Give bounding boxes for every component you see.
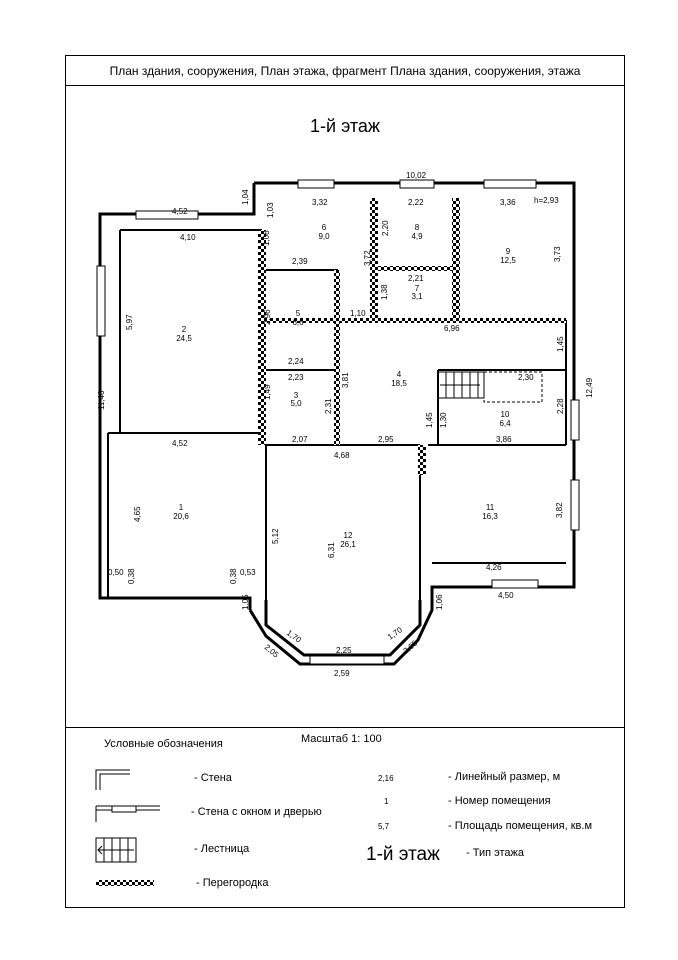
dim-label: 0,53	[240, 568, 256, 577]
dim-label: 3,73	[553, 246, 562, 262]
dim-label: 2,05	[262, 642, 281, 660]
room-number: 8	[414, 223, 420, 232]
legend-title: Условные обозначения	[104, 738, 223, 750]
dim-label: 1,30	[439, 412, 448, 428]
room-area: 5,0	[290, 399, 302, 408]
dim-label: 2,20	[381, 220, 390, 236]
room-number: 11	[485, 503, 495, 512]
room-area: 3,1	[411, 292, 423, 301]
room-number: 12	[343, 531, 353, 540]
dim-label: 2,96	[263, 309, 272, 325]
height-note: h=2,93	[534, 196, 559, 205]
dim-label: 2,28	[556, 398, 565, 414]
dim-label: 1,45	[556, 336, 565, 352]
dim-label: 3,36	[500, 198, 516, 207]
partition-1	[258, 230, 266, 445]
legend-num-sample: 1	[384, 797, 389, 806]
room-area: 6,6	[292, 318, 304, 327]
legend-wall-label: - Стена	[194, 772, 232, 784]
room-number: 1	[178, 503, 184, 512]
dim-label: 4,26	[486, 563, 502, 572]
window-1	[298, 180, 334, 188]
dim-label: 1,04	[241, 189, 250, 205]
dim-label: 3,32	[312, 198, 328, 207]
legend-stairs-symbol	[96, 838, 136, 862]
dim-label: 3,82	[555, 502, 564, 518]
partition-3	[452, 198, 460, 320]
window-8	[492, 580, 538, 588]
window-3	[484, 180, 536, 188]
legend-stairs-label: - Лестница	[194, 843, 250, 855]
legend-floor-label: - Тип этажа	[466, 847, 524, 859]
room-number: 2	[181, 325, 187, 334]
dim-label: 1,70	[385, 625, 404, 642]
dim-label: 1,03	[266, 202, 275, 218]
dim-label: 2,95	[378, 435, 394, 444]
dim-label: 2,25	[336, 646, 352, 655]
room-number: 10	[500, 410, 510, 419]
dim-label: 3,72	[363, 250, 372, 266]
window-2	[400, 180, 434, 188]
dimension-labels	[97, 171, 594, 678]
legend-dim-label: - Линейный размер, м	[448, 771, 561, 783]
dim-label: 4,52	[172, 439, 188, 448]
window-6	[571, 400, 579, 440]
dim-label: 3,81	[341, 372, 350, 388]
dim-label: 5,97	[125, 314, 134, 330]
dim-label: 4,65	[133, 506, 142, 522]
dim-label: 11,46	[97, 390, 106, 410]
dim-label: 6,31	[327, 542, 336, 558]
dim-label: 4,52	[172, 207, 188, 216]
dim-label: 1,49	[263, 384, 272, 400]
window-4	[136, 211, 198, 219]
dim-label: 5,12	[271, 528, 280, 544]
legend-wall-window-symbol	[96, 806, 160, 822]
dim-label: 1,08	[262, 230, 271, 246]
dim-label: 2,31	[324, 398, 333, 414]
dim-label: 2,05	[401, 638, 420, 656]
room-area: 18,5	[391, 379, 407, 388]
dim-label: 1,05	[241, 594, 250, 610]
dim-label: 2,30	[518, 373, 534, 382]
window-7	[571, 480, 579, 530]
legend-num-label: - Номер помещения	[448, 795, 551, 807]
legend-partition-symbol	[96, 880, 154, 886]
dim-label: 1,06	[435, 594, 444, 610]
dim-label: 0,38	[127, 568, 136, 584]
legend-symbols	[96, 770, 160, 886]
room-area: 24,5	[176, 334, 192, 343]
dim-label: 2,39	[292, 257, 308, 266]
room-area: 6,4	[499, 419, 511, 428]
document-title: План здания, сооружения, План этажа, фрагмент Плана здания, сооружения, этажа	[66, 56, 624, 86]
legend-partition-label: - Перегородка	[196, 877, 269, 889]
dim-label: 4,10	[180, 233, 196, 242]
dim-label: 2,24	[288, 357, 304, 366]
dim-label: 1,70	[284, 628, 303, 645]
room-number: 3	[293, 391, 299, 400]
room-area: 16,3	[482, 512, 498, 521]
dim-label: 0,50	[108, 568, 124, 577]
room-number: 5	[295, 309, 301, 318]
room-area: 26,1	[340, 540, 356, 549]
room-area: 9,0	[318, 232, 330, 241]
dim-label: 12,49	[585, 377, 594, 398]
dim-label: 4,50	[498, 591, 514, 600]
legend-area-sample: 5,7	[378, 822, 390, 831]
room-area: 4,9	[411, 232, 423, 241]
room-number: 6	[321, 223, 327, 232]
dim-label: 1,45	[425, 412, 434, 428]
window-5	[97, 266, 105, 336]
partition-4	[378, 266, 452, 271]
partition-5	[262, 318, 566, 323]
dim-label: 1,38	[380, 284, 389, 300]
window-9	[310, 656, 384, 664]
room-area: 20,6	[173, 512, 189, 521]
legend-wall-symbol	[96, 770, 130, 790]
dim-label: 2,23	[288, 373, 304, 382]
room-number: 7	[414, 284, 420, 293]
dim-label: 2,07	[292, 435, 308, 444]
legend-area-label: - Площадь помещения, кв.м	[448, 820, 593, 832]
room-number: 9	[505, 247, 511, 256]
dim-label: 3,86	[496, 435, 512, 444]
legend-dim-sample: 2,16	[378, 774, 394, 783]
dim-label: 2,59	[334, 669, 350, 678]
dim-label: 2,21	[408, 274, 424, 283]
dim-label: 6,96	[444, 324, 460, 333]
partition-6	[334, 270, 340, 445]
legend-wall-window-label: - Стена с окном и дверью	[191, 806, 322, 818]
room-number: 4	[396, 370, 402, 379]
dim-label: 10,02	[406, 171, 427, 180]
legend-floor-sample: 1-й этаж	[366, 844, 440, 865]
partition-7	[418, 445, 426, 475]
dim-label: 4,68	[334, 451, 350, 460]
floor-title: 1-й этаж	[310, 116, 380, 136]
legend-scale: Масштаб 1: 100	[301, 733, 382, 745]
dim-label: 1,10	[350, 309, 366, 318]
dim-label: 0,38	[229, 568, 238, 584]
dim-label: 2,22	[408, 198, 424, 207]
room-area: 12,5	[500, 256, 516, 265]
